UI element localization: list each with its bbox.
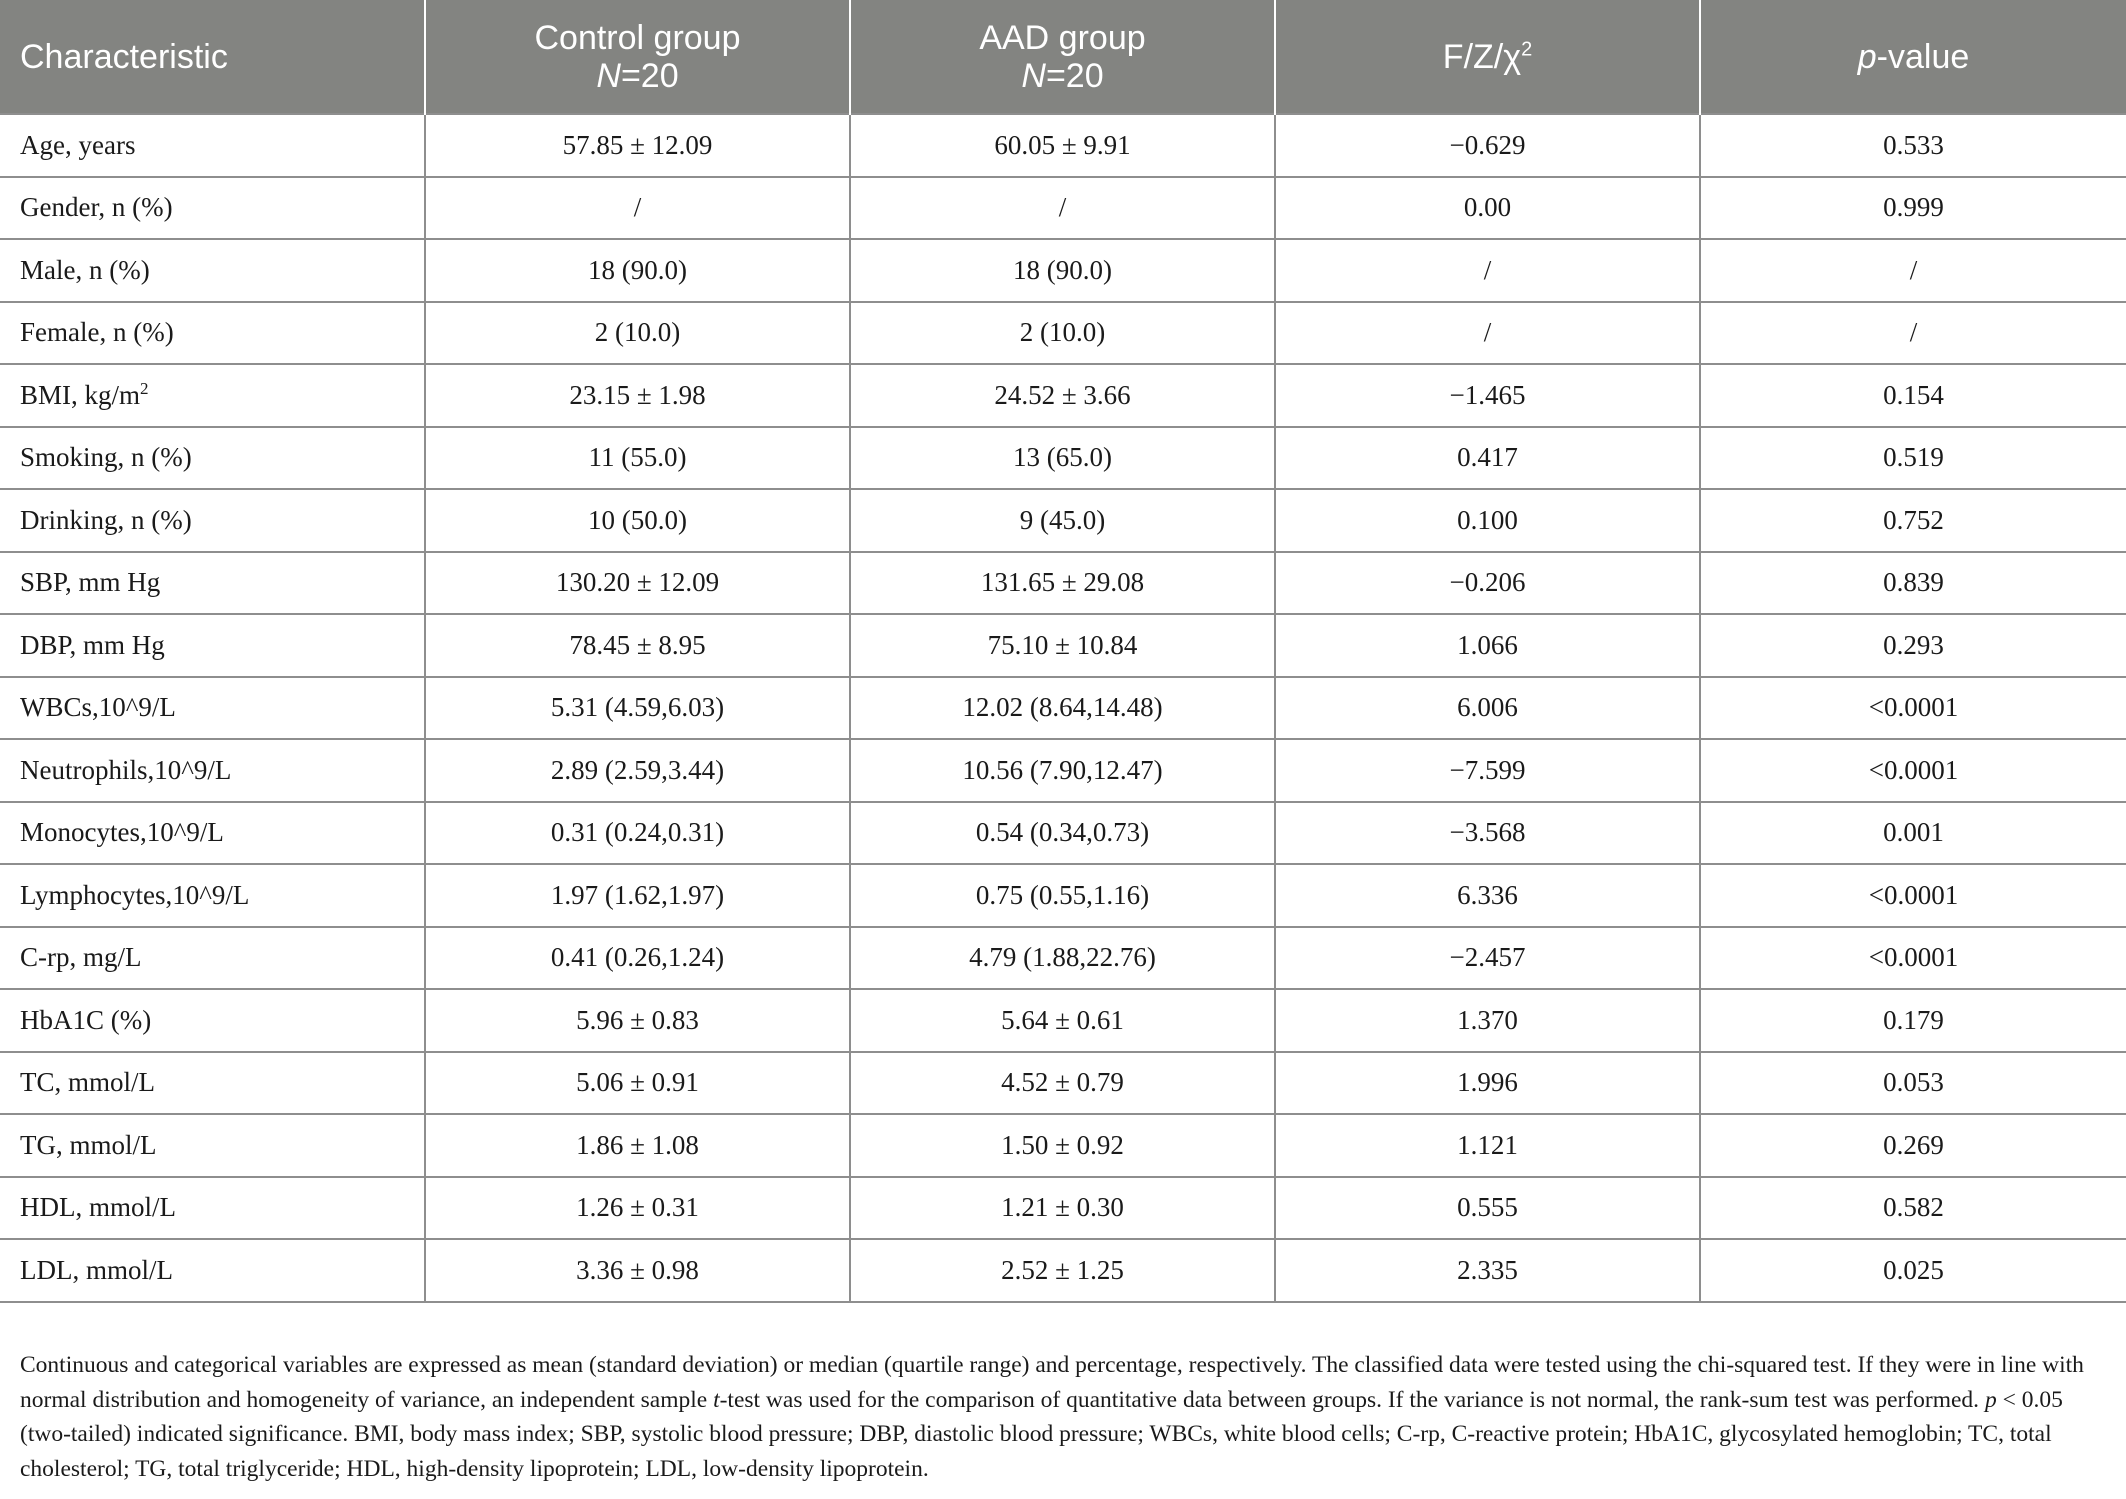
statistic-cell: 1.996 [1275, 1052, 1700, 1115]
table-row [0, 489, 2126, 552]
p-value-cell: 0.999 [1700, 177, 2126, 240]
aad-value-cell: 18 (90.0) [850, 239, 1275, 302]
table-row [0, 802, 2126, 865]
control-value-cell: 1.26 ± 0.31 [425, 1177, 850, 1240]
p-value-cell: 0.001 [1700, 802, 2126, 865]
control-value-cell: 130.20 ± 12.09 [425, 552, 850, 615]
characteristic-cell: HbA1C (%) [0, 989, 425, 1052]
statistic-cell: 0.417 [1275, 427, 1700, 490]
aad-value-cell: 75.10 ± 10.84 [850, 614, 1275, 677]
control-value-cell: / [425, 177, 850, 240]
statistic-cell: 1.066 [1275, 614, 1700, 677]
characteristic-cell: Age, years [0, 114, 425, 177]
control-value-cell: 18 (90.0) [425, 239, 850, 302]
statistic-cell: / [1275, 302, 1700, 365]
header-control-group [425, 0, 850, 114]
p-value-cell: 0.519 [1700, 427, 2126, 490]
characteristic-cell: Smoking, n (%) [0, 427, 425, 490]
statistic-cell: −0.629 [1275, 114, 1700, 177]
p-value-cell: 0.582 [1700, 1177, 2126, 1240]
characteristic-cell: DBP, mm Hg [0, 614, 425, 677]
table-row [0, 552, 2126, 615]
p-value-cell: 0.053 [1700, 1052, 2126, 1115]
characteristic-cell: TC, mmol/L [0, 1052, 425, 1115]
table-row [0, 677, 2126, 740]
table-row [0, 614, 2126, 677]
characteristic-cell: BMI, $kg/m^2$ [0, 364, 425, 427]
p-value-cell: <0.0001 [1700, 677, 2126, 740]
aad-value-cell: 13 (65.0) [850, 427, 1275, 490]
p-value-cell: / [1700, 302, 2126, 365]
table-row [0, 364, 2126, 427]
statistic-cell: 2.335 [1275, 1239, 1700, 1302]
aad-value-cell: 2.52 ± 1.25 [850, 1239, 1275, 1302]
characteristic-cell: Monocytes,10^9/L [0, 802, 425, 865]
table-row [0, 1239, 2126, 1302]
p-value-cell: <0.0001 [1700, 739, 2126, 802]
control-value-cell: 0.41 (0.26,1.24) [425, 927, 850, 990]
control-value-cell: 1.97 (1.62,1.97) [425, 864, 850, 927]
aad-value-cell: 24.52 ± 3.66 [850, 364, 1275, 427]
p-value-cell: 0.293 [1700, 614, 2126, 677]
table-row [0, 239, 2126, 302]
aad-value-cell: 12.02 (8.64,14.48) [850, 677, 1275, 740]
table-row [0, 427, 2126, 490]
p-value-cell: <0.0001 [1700, 927, 2126, 990]
header-control-label: Control group [534, 18, 741, 57]
header-p-value: p-value [1700, 0, 2126, 114]
characteristic-cell: SBP, mm Hg [0, 552, 425, 615]
table-row [0, 177, 2126, 240]
characteristic-cell: Male, n (%) [0, 239, 425, 302]
p-value-cell: / [1700, 239, 2126, 302]
statistic-cell: 0.00 [1275, 177, 1700, 240]
header-aad-group [850, 0, 1275, 114]
control-value-cell: 23.15 ± 1.98 [425, 364, 850, 427]
aad-value-cell: 0.75 (0.55,1.16) [850, 864, 1275, 927]
control-value-cell: 10 (50.0) [425, 489, 850, 552]
control-value-cell: 5.96 ± 0.83 [425, 989, 850, 1052]
statistic-cell: 6.336 [1275, 864, 1700, 927]
header-aad-label: AAD group [979, 18, 1146, 57]
p-value-cell: 0.025 [1700, 1239, 2126, 1302]
control-value-cell: 5.31 (4.59,6.03) [425, 677, 850, 740]
header-statistic: $F/Z/\chi^2$ [1275, 0, 1700, 114]
characteristic-cell: Gender, n (%) [0, 177, 425, 240]
p-value-cell: 0.533 [1700, 114, 2126, 177]
table-row [0, 739, 2126, 802]
p-value-cell: 0.154 [1700, 364, 2126, 427]
characteristic-cell: TG, mmol/L [0, 1114, 425, 1177]
control-value-cell: 57.85 ± 12.09 [425, 114, 850, 177]
header-row [0, 0, 2126, 114]
statistic-cell: −2.457 [1275, 927, 1700, 990]
header-aad-n: N=20 [1021, 56, 1104, 95]
statistic-cell: 0.555 [1275, 1177, 1700, 1240]
characteristic-cell: Neutrophils,10^9/L [0, 739, 425, 802]
table-row [0, 864, 2126, 927]
statistic-cell: −7.599 [1275, 739, 1700, 802]
header-characteristic-label: Characteristic [20, 37, 228, 76]
characteristic-cell: LDL, mmol/L [0, 1239, 425, 1302]
characteristic-cell: WBCs,10^9/L [0, 677, 425, 740]
characteristic-cell: Lymphocytes,10^9/L [0, 864, 425, 927]
control-value-cell: 1.86 ± 1.08 [425, 1114, 850, 1177]
p-value-cell: 0.179 [1700, 989, 2126, 1052]
table-header [0, 0, 2126, 114]
table-row [0, 302, 2126, 365]
aad-value-cell: 0.54 (0.34,0.73) [850, 802, 1275, 865]
characteristic-cell: HDL, mmol/L [0, 1177, 425, 1240]
characteristic-cell: Female, n (%) [0, 302, 425, 365]
p-value-cell: 0.839 [1700, 552, 2126, 615]
table-body [0, 114, 2126, 1302]
statistic-cell: −3.568 [1275, 802, 1700, 865]
aad-value-cell: 10.56 (7.90,12.47) [850, 739, 1275, 802]
table-row [0, 989, 2126, 1052]
statistic-cell: 0.100 [1275, 489, 1700, 552]
control-value-cell: 11 (55.0) [425, 427, 850, 490]
p-value-cell: <0.0001 [1700, 864, 2126, 927]
control-value-cell: 0.31 (0.24,0.31) [425, 802, 850, 865]
statistic-cell: 1.121 [1275, 1114, 1700, 1177]
control-value-cell: 3.36 ± 0.98 [425, 1239, 850, 1302]
table-footnote: Continuous and categorical variables are expressed as mean (standard deviation) or median (quartile range) and percentage, respectively. The classified data were tested using the chi-squared test. If they were in line with normal distribution and homogeneity of variance, an independent sample t-test was used for the comparison of quantitative data between groups. If the variance is not normal, the rank-sum test was performed. p < 0.05 (two-tailed) indicated significance. BMI, body mass index; SBP, systolic blood pressure; DBP, diastolic blood pressure; WBCs, white blood cells; C-rp, C-reactive protein; HbA1C, glycosylated hemoglobin; TC, total cholesterol; TG, total triglyceride; HDL, high-density lipoprotein; LDL, low-density lipoprotein. [20, 1352, 2084, 1482]
control-value-cell: 2.89 (2.59,3.44) [425, 739, 850, 802]
characteristic-cell: C-rp, mg/L [0, 927, 425, 990]
aad-value-cell: / [850, 177, 1275, 240]
table-row [0, 114, 2126, 177]
aad-value-cell: 5.64 ± 0.61 [850, 989, 1275, 1052]
table-row [0, 927, 2126, 990]
control-value-cell: 2 (10.0) [425, 302, 850, 365]
statistic-cell: −0.206 [1275, 552, 1700, 615]
header-control-n: N=20 [596, 56, 679, 95]
control-value-cell: 78.45 ± 8.95 [425, 614, 850, 677]
aad-value-cell: 2 (10.0) [850, 302, 1275, 365]
table-row [0, 1052, 2126, 1115]
aad-value-cell: 4.52 ± 0.79 [850, 1052, 1275, 1115]
characteristic-cell: Drinking, n (%) [0, 489, 425, 552]
aad-value-cell: 60.05 ± 9.91 [850, 114, 1275, 177]
aad-value-cell: 1.21 ± 0.30 [850, 1177, 1275, 1240]
aad-value-cell: 1.50 ± 0.92 [850, 1114, 1275, 1177]
header-characteristic [0, 0, 425, 114]
aad-value-cell: 131.65 ± 29.08 [850, 552, 1275, 615]
aad-value-cell: 9 (45.0) [850, 489, 1275, 552]
table-row [0, 1114, 2126, 1177]
statistic-cell: −1.465 [1275, 364, 1700, 427]
table-row [0, 1177, 2126, 1240]
p-value-cell: 0.269 [1700, 1114, 2126, 1177]
statistic-cell: / [1275, 239, 1700, 302]
aad-value-cell: 4.79 (1.88,22.76) [850, 927, 1275, 990]
control-value-cell: 5.06 ± 0.91 [425, 1052, 850, 1115]
statistic-cell: 6.006 [1275, 677, 1700, 740]
statistic-cell: 1.370 [1275, 989, 1700, 1052]
p-value-cell: 0.752 [1700, 489, 2126, 552]
